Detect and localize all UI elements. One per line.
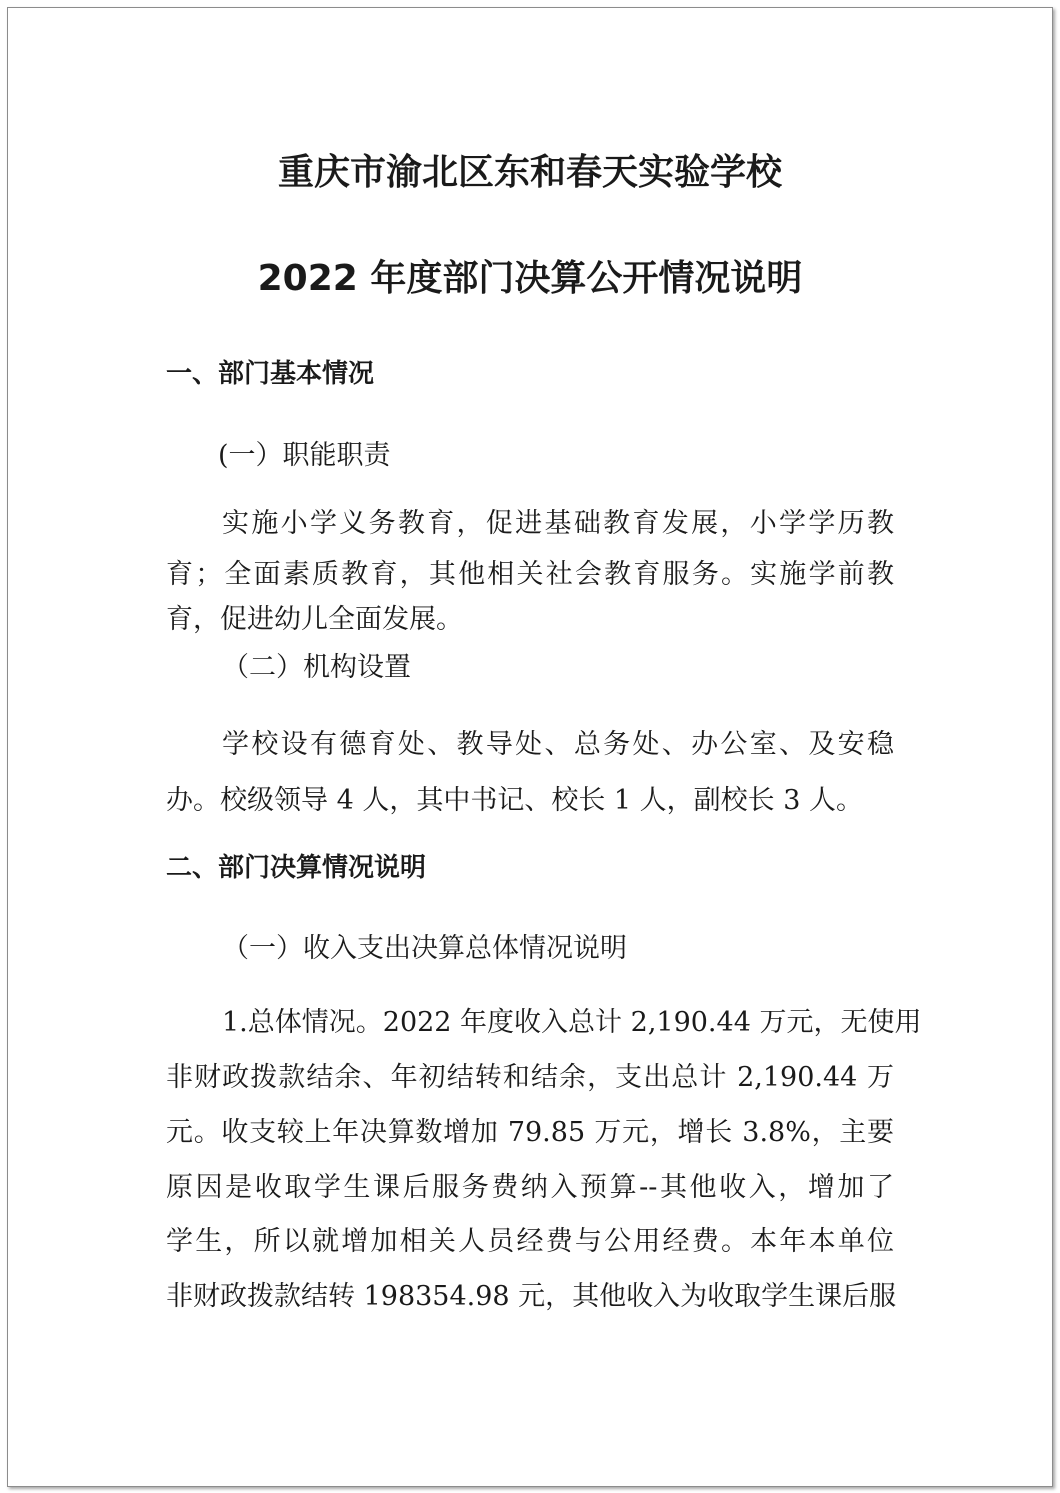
section-heading-basic-info: 一、部门基本情况 (166, 359, 375, 389)
income-paragraph-line-4: 原因是收取学生课后服务费纳入预算--其他收入，增加了 (166, 1172, 894, 1203)
subsection-heading-income-expense: （一）收入支出决算总体情况说明 (222, 933, 627, 964)
document-title-line-2: 2022 年度部门决算公开情况说明 (257, 258, 803, 299)
section-heading-accounts: 二、部门决算情况说明 (166, 853, 427, 883)
subsection-heading-organization: （二）机构设置 (222, 652, 411, 683)
income-paragraph-line-2: 非财政拨款结余、年初结转和结余，支出总计 2,190.44 万 (166, 1062, 894, 1093)
document-title-line-1: 重庆市渝北区东和春天实验学校 (277, 152, 782, 193)
subsection-heading-duties: (一）职能职责 (218, 440, 391, 471)
income-paragraph-line-3: 元。收支较上年决算数增加 79.85 万元，增长 3.8%，主要 (166, 1117, 894, 1148)
organization-paragraph-line-1: 学校设有德育处、教导处、总务处、办公室、及安稳 (222, 729, 894, 760)
income-paragraph-line-5: 学生，所以就增加相关人员经费与公用经费。本年本单位 (166, 1226, 894, 1257)
duties-paragraph-line-2: 育；全面素质教育，其他相关社会教育服务。实施学前教 (166, 559, 894, 590)
organization-paragraph-line-2: 办。校级领导 4 人，其中书记、校长 1 人，副校长 3 人。 (166, 785, 864, 816)
duties-paragraph-line-1: 实施小学义务教育，促进基础教育发展，小学学历教 (222, 508, 894, 539)
income-paragraph-line-1: 1.总体情况。2022 年度收入总计 2,190.44 万元，无使用 (222, 1007, 922, 1038)
duties-paragraph-line-3: 育，促进幼儿全面发展。 (166, 604, 463, 635)
income-paragraph-line-6: 非财政拨款结转 198354.98 元，其他收入为收取学生课后服 (166, 1281, 897, 1312)
